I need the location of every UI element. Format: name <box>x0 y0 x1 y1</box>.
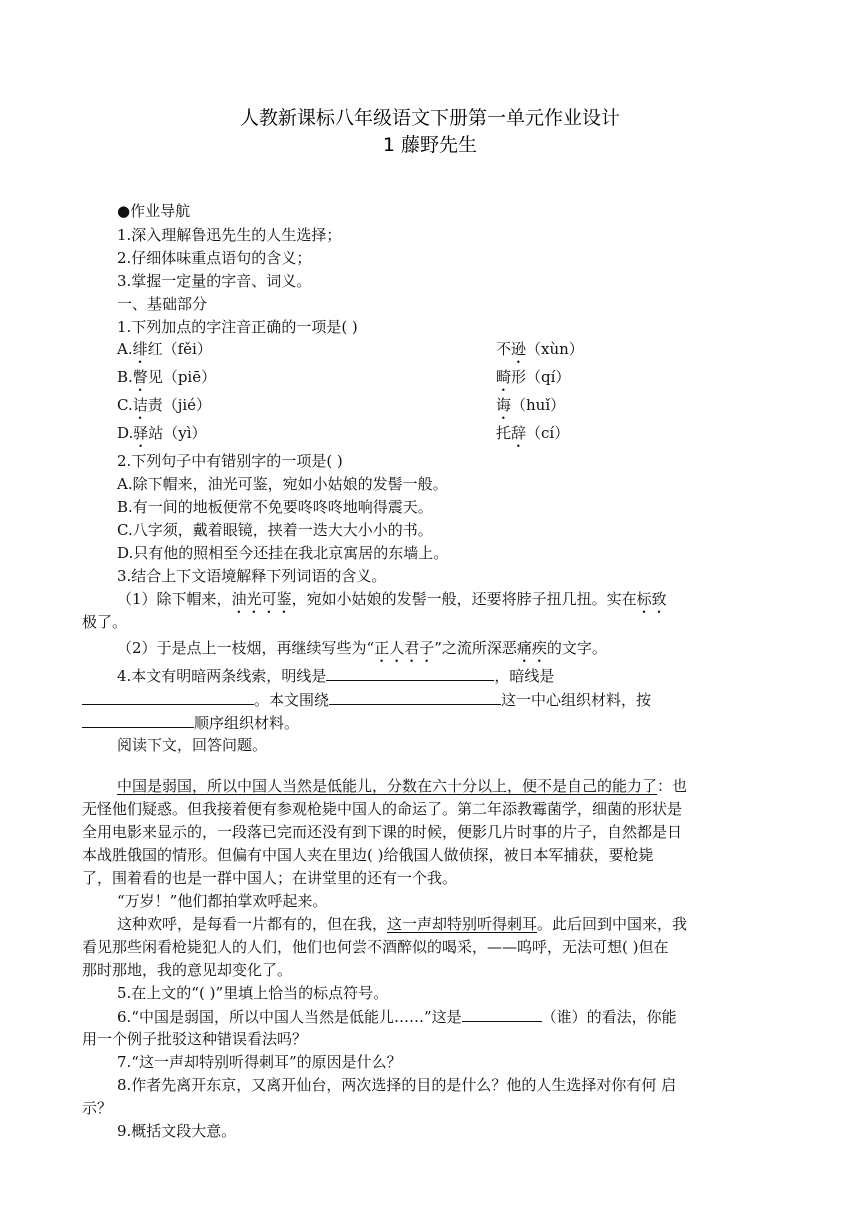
passage-line: 了，围着看的也是一群中国人；在讲堂里的还有一个我。 <box>82 869 458 887</box>
document-title: 人教新课标八年级语文下册第一单元作业设计 <box>239 107 620 129</box>
guide-item: 2.仔细体味重点语句的含义； <box>117 249 312 267</box>
question-7: 7.“这一声却特别听得刺耳”的原因是什么？ <box>117 1053 402 1071</box>
guide-heading: ●作业导航 <box>117 202 191 220</box>
question-2-stem: 2.下列句子中有错别字的一项是( ) <box>117 452 343 470</box>
q1-option-b: B.瞥见（piē） <box>117 368 217 386</box>
answer-blank[interactable] <box>82 688 254 705</box>
passage-paragraph-1: 中国是弱国，所以中国人当然是低能儿，分数在六十分以上，便不是自己的能力了：也 <box>117 777 688 795</box>
question-8: 8.作者先离开东京，又离开仙台，两次选择的目的是什么？他的人生选择对你有何 启 <box>117 1076 677 1094</box>
passage-line: 本战胜俄国的情形。但偏有中国人夹在里边( )给俄国人做侦探，被日本军捕获，要枪毙 <box>82 846 654 864</box>
question-9: 9.概括文段大意。 <box>117 1122 237 1140</box>
question-4-line-1: 4.本文有明暗两条线索，明线是 ，暗线是 <box>117 664 817 688</box>
passage-paragraph-2: “万岁！”他们都拍掌欢呼起来。 <box>117 892 328 910</box>
question-4-line-2: 。本文围绕 这一中心组织材料，按 <box>82 688 782 712</box>
section-heading: 一、基础部分 <box>117 295 208 313</box>
q1-option-c: C.诘责（jié） <box>117 396 212 414</box>
question-6: 6.“中国是弱国，所以中国人当然是低能儿……”这是 （谁）的看法，你能 <box>117 1005 817 1029</box>
lesson-title: 1 藤野先生 <box>382 134 478 156</box>
q1-option-a-second: 不逊（xùn） <box>496 340 584 358</box>
q3-item-1-cont: 极了。 <box>82 613 128 631</box>
answer-blank[interactable] <box>329 688 501 705</box>
q1-option-a: A.绯红（fěi） <box>117 340 212 358</box>
answer-blank[interactable] <box>462 1005 542 1022</box>
passage-line: 看见那些闲看枪毙犯人的人们，他们也何尝不酒醉似的喝采，——呜呼，无法可想( )但在 <box>82 938 669 956</box>
q3-item-1: （1）除下帽来，油光可鉴，宛如小姑娘的发髻一般，还要将脖子扭几扭。实在标致 <box>117 590 667 608</box>
answer-blank[interactable] <box>326 664 494 681</box>
guide-item: 1.深入理解鲁迅先生的人生选择； <box>117 226 342 244</box>
answer-blank[interactable] <box>82 711 194 728</box>
question-3-stem: 3.结合上下文语境解释下列词语的含义。 <box>117 567 387 585</box>
reading-intro: 阅读下文，回答问题。 <box>117 736 268 754</box>
guide-item: 3.掌握一定量的字音、词义。 <box>117 272 312 290</box>
q3-item-2: （2）于是点上一枝烟，再继续写些为“正人君子”之流所深恶痛疾的文字。 <box>117 639 607 657</box>
question-8-cont: 示？ <box>82 1099 113 1117</box>
question-5: 5.在上文的“( )”里填上恰当的标点符号。 <box>117 984 389 1002</box>
q2-option-b: B.有一间的地板便常不免要咚咚咚地响得震天。 <box>117 498 433 516</box>
passage-line: 那时那地，我的意见却变化了。 <box>82 961 293 979</box>
q2-option-d: D.只有他的照相至今还挂在我北京寓居的东墙上。 <box>117 544 449 562</box>
q1-option-c-second: 诲（huǐ） <box>496 396 566 414</box>
q2-option-c: C.八字须，戴着眼镜，挟着一迭大大小小的书。 <box>117 521 433 539</box>
question-1-stem: 1.下列加点的字注音正确的一项是( ) <box>117 318 358 336</box>
q2-option-a: A.除下帽来，油光可鉴，宛如小姑娘的发髻一般。 <box>117 475 448 493</box>
question-6-cont: 用一个例子批驳这种错误看法吗？ <box>82 1030 308 1048</box>
passage-line: 无怪他们疑惑。但我接着便有参观枪毙中国人的命运了。第二年添教霉菌学，细菌的形状是 <box>82 800 683 818</box>
passage-line: 全用电影来显示的，一段落已完而还没有到下课的时候，便影几片时事的片子，自然都是日 <box>82 823 683 841</box>
q1-option-d-second: 托辞（cí） <box>496 424 570 442</box>
passage-paragraph-3: 这种欢呼，是每看一片都有的，但在我，这一声却特别听得刺耳。此后回到中国来，我 <box>117 915 688 933</box>
question-4-line-3: 顺序组织材料。 <box>82 711 782 735</box>
q1-option-b-second: 畸形（qí） <box>496 368 571 386</box>
q1-option-d: D.驿站（yì） <box>117 424 207 442</box>
